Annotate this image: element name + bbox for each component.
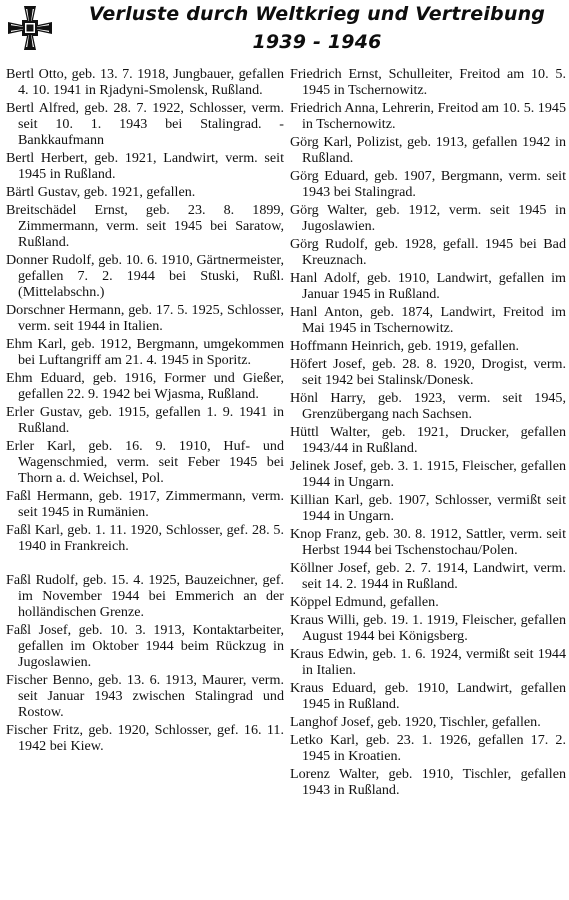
list-item: Breitschädel Ernst, geb. 23. 8. 1899, Zimmermann, verm. seit 1945 bei Saratow, Rußland. bbox=[6, 202, 284, 250]
list-item: Faßl Hermann, geb. 1917, Zimmermann, verm. seit 1945 in Rumänien. bbox=[6, 488, 284, 520]
list-item: Dorschner Hermann, geb. 17. 5. 1925, Schlosser, verm. seit 1944 in Italien. bbox=[6, 302, 284, 334]
list-item: Langhof Josef, geb. 1920, Tischler, gefallen. bbox=[290, 714, 541, 730]
list-item: Kraus Willi, geb. 19. 1. 1919, Fleischer, gefallen August 1944 bei Königsberg. bbox=[290, 612, 566, 644]
list-item: Friedrich Ernst, Schulleiter, Freitod am 10. 5. 1945 in Tschernowitz. bbox=[290, 66, 566, 98]
page-header bbox=[0, 0, 569, 62]
list-item: Hanl Anton, geb. 1874, Landwirt, Freitod im Mai 1945 in Tschernowitz. bbox=[290, 304, 566, 336]
list-item: Kraus Eduard, geb. 1910, Landwirt, gefallen 1945 in Rußland. bbox=[290, 680, 566, 712]
list-item: Fischer Fritz, geb. 1920, Schlosser, gef. 16. 11. 1942 bei Kiew. bbox=[6, 722, 284, 754]
list-item: Ehm Karl, geb. 1912, Bergmann, umgekommen bei Luftangriff am 21. 4. 1945 in Sporitz. bbox=[6, 336, 284, 368]
list-item: Hanl Adolf, geb. 1910, Landwirt, gefallen im Januar 1945 in Rußland. bbox=[290, 270, 566, 302]
list-item: Faßl Josef, geb. 10. 3. 1913, Kontaktarbeiter, gefallen im Oktober 1944 beim Rückzug in Jugoslawien. bbox=[6, 622, 284, 670]
list-item: Hüttl Walter, geb. 1921, Drucker, gefallen 1943/44 in Rußland. bbox=[290, 424, 566, 456]
list-item: Letko Karl, geb. 23. 1. 1926, gefallen 17. 2. 1945 in Kroatien. bbox=[290, 732, 566, 764]
page-title: Verluste durch Weltkrieg und Vertreibung bbox=[88, 3, 546, 25]
left-column bbox=[6, 66, 284, 756]
list-item: Faßl Rudolf, geb. 15. 4. 1925, Bauzeichner, gef. im November 1944 bei Emmerich an der holländischen Grenze. bbox=[6, 572, 284, 620]
list-item: Görg Eduard, geb. 1907, Bergmann, verm. seit 1943 bei Stalingrad. bbox=[290, 168, 566, 200]
list-item: Köppel Edmund, gefallen. bbox=[290, 594, 439, 610]
list-item: Bertl Herbert, geb. 1921, Landwirt, verm. seit 1945 in Rußland. bbox=[6, 150, 284, 182]
list-item: Faßl Karl, geb. 1. 11. 1920, Schlosser, gef. 28. 5. 1940 in Frankreich. bbox=[6, 522, 284, 554]
list-item: Kraus Edwin, geb. 1. 6. 1924, vermißt seit 1944 in Italien. bbox=[290, 646, 566, 678]
list-item: Köllner Josef, geb. 2. 7. 1914, Landwirt, verm. seit 14. 2. 1944 in Rußland. bbox=[290, 560, 566, 592]
section-gap bbox=[6, 556, 284, 572]
list-item: Lorenz Walter, geb. 1910, Tischler, gefallen 1943 in Rußland. bbox=[290, 766, 566, 798]
list-item: Görg Walter, geb. 1912, verm. seit 1945 in Jugoslawien. bbox=[290, 202, 566, 234]
list-item: Killian Karl, geb. 1907, Schlosser, vermißt seit 1944 in Ungarn. bbox=[290, 492, 566, 524]
list-item: Fischer Benno, geb. 13. 6. 1913, Maurer, verm. seit Januar 1943 zwischen Stalingrad und Rostow. bbox=[6, 672, 284, 720]
list-item: Ehm Eduard, geb. 1916, Former und Gießer, gefallen 22. 9. 1942 bei Wjasma, Rußland. bbox=[6, 370, 284, 402]
list-item: Hoffmann Heinrich, geb. 1919, gefallen. bbox=[290, 338, 520, 354]
right-column bbox=[290, 66, 566, 800]
list-item: Görg Rudolf, geb. 1928, gefall. 1945 bei Bad Kreuznach. bbox=[290, 236, 566, 268]
list-item: Knop Franz, geb. 30. 8. 1912, Sattler, verm. seit Herbst 1944 bei Tschenstochau/Polen. bbox=[290, 526, 566, 558]
list-item: Höfert Josef, geb. 28. 8. 1920, Drogist, verm. seit 1942 bei Stalinsk/Donesk. bbox=[290, 356, 566, 388]
list-item: Erler Gustav, geb. 1915, gefallen 1. 9. 1941 in Rußland. bbox=[6, 404, 284, 436]
list-item: Jelinek Josef, geb. 3. 1. 1915, Fleischer, gefallen 1944 in Ungarn. bbox=[290, 458, 566, 490]
list-item: Görg Karl, Polizist, geb. 1913, gefallen 1942 in Rußland. bbox=[290, 134, 566, 166]
iron-cross-icon bbox=[6, 4, 54, 52]
list-item: Hönl Harry, geb. 1923, verm. seit 1945, Grenzübergang nach Sachsen. bbox=[290, 390, 566, 422]
list-item: Friedrich Anna, Lehrerin, Freitod am 10. 5. 1945 in Tschernowitz. bbox=[290, 100, 566, 132]
list-item: Donner Rudolf, geb. 10. 6. 1910, Gärtnermeister, gefallen 7. 2. 1944 bei Stuski, Rußl. (Mittelabschn.) bbox=[6, 252, 284, 300]
list-item: Erler Karl, geb. 16. 9. 1910, Huf- und Wagenschmied, verm. seit Feber 1945 bei Thorn a. d. Weichsel, Pol. bbox=[6, 438, 284, 486]
list-item: Bertl Alfred, geb. 28. 7. 1922, Schlosser, verm. seit 10. 1. 1943 bei Stalingrad. -Bankkaufmann bbox=[6, 100, 284, 148]
list-item: Bertl Otto, geb. 13. 7. 1918, Jungbauer, gefallen 4. 10. 1941 in Rjadyni-Smolensk, Rußland. bbox=[6, 66, 284, 98]
page-title-years: 1939 - 1946 bbox=[252, 31, 382, 53]
list-item: Bärtl Gustav, geb. 1921, gefallen. bbox=[6, 184, 196, 200]
